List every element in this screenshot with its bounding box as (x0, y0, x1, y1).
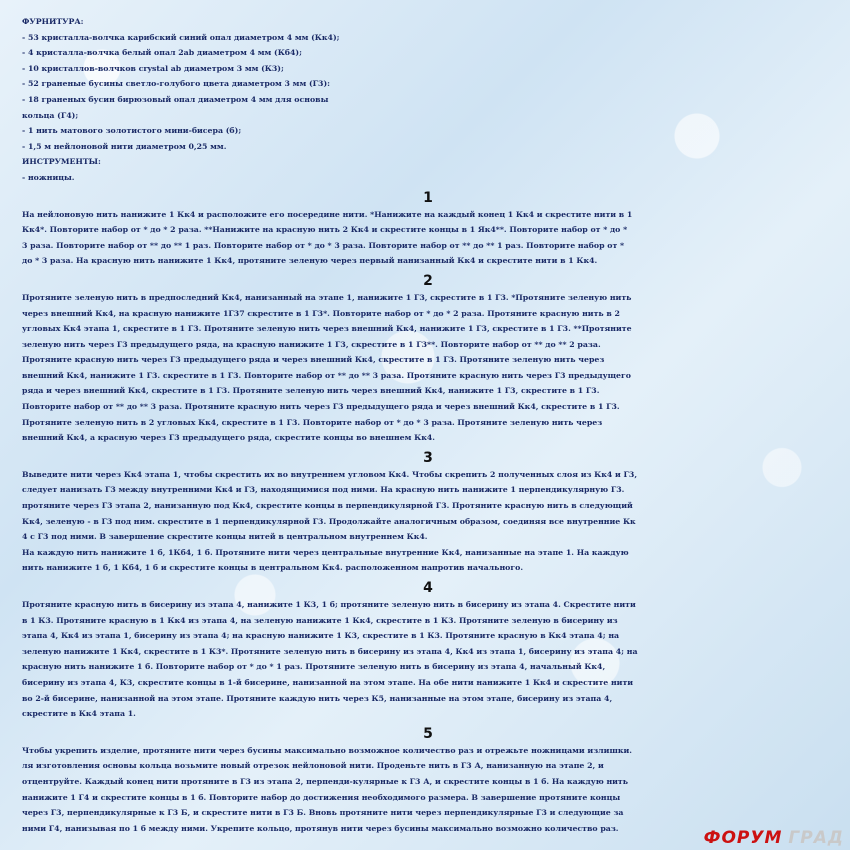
instructions-document (22, 14, 834, 836)
step-number: 4 (423, 580, 433, 596)
step-text-line: угловых Кк4 этапа 1, скрестите в 1 Г3. Протяните зеленую нить через внешний Кк4, нанижите 1 Г3, скрестите в 1 Г3. **Протяните (22, 324, 632, 334)
step-1 (22, 189, 834, 269)
tools-heading: ИНСТРУМЕНТЫ: (22, 157, 101, 167)
step-text-line: внешний Кк4, нанижите 1 Г3. скрестите в 1 Г3. Повторите набор от ** до ** 3 раза. Протяните красную нить через Г3 предыдущего (22, 370, 631, 380)
step-text-line: 3 раза. Повторите набор от ** до ** 1 раз. Повторите набор от * до * 3 раза. Повторите набор от ** до ** 1 раз. Повторите набор от * (22, 240, 625, 250)
step-text-line: ними Г4, нанизывая по 1 б между ними. Укрепите кольцо, протянув нити через бусины максимально возможно количество раз. (22, 823, 619, 833)
step-text-line: нить нанижите 1 б, 1 Кб4, 1 б и скрестите концы в центральном Кк4. расположенном напротив начального. (22, 563, 524, 573)
step-4 (22, 579, 834, 722)
step-text-line: зеленую нанижите 1 Кк4, скрестите в 1 К3*. Протяните зеленую нить в бисерину из этапа 4, Кк4 из этапа 1, бисерину из этапа 4; на (22, 646, 638, 656)
materials-heading: ФУРНИТУРА: (22, 17, 84, 26)
step-text-line: в 1 К3. Протяните красную в 1 Кк4 из этапа 4, на зеленую нанижите 1 Кк4, скрестите в 1 К3. Протяните зеленую в бисерину из (22, 615, 618, 625)
step-text-line: протяните через Г3 этапа 2, нанизанную под Кк4, скрестите концы в перпендикулярной Г3. Протяните красную нить в следующий (22, 501, 633, 511)
step-text-line: На нейлоновую нить нанижите 1 Кк4 и расположите его посередине нити. *Нанижите на каждый конец 1 Кк4 и скрестите нити в 1 (22, 209, 633, 219)
step-number: 5 (423, 725, 433, 742)
step-text-line: Повторите набор от ** до ** 3 раза. Протяните красную нить через Г3 предыдущего ряда и через внешний Кк4, скрестите в 1 Г3. (22, 402, 620, 412)
step-3 (22, 449, 834, 576)
materials-item: - 4 кристалла-волчка белый опал 2ab диаметром 4 мм (Кб4); (22, 48, 302, 58)
step-text-line: до * 3 раза. На красную нить нанижите 1 Кк4, протяните зеленую через первый нанизанный Кк4 и скрестите нити в 1 Кк4. (22, 256, 598, 266)
step-text-line: Протяните зеленую нить в 2 угловых Кк4, скрестите в 1 Г3. Повторите набор от * до * 3 раза. Протяните зеленую нить через (22, 417, 603, 427)
step-number: 1 (423, 189, 433, 206)
step-text-line: ряда и через внешний Кк4, скрестите в 1 Г3. Протяните зеленую нить через внешний Кк4, нанижите 1 Г3, скрестите в 1 Г3. (22, 386, 600, 396)
step-text-line: отцентруйте. Каждый конец нити протяните в Г3 из этапа 2, перпенди-кулярные к Г3 А, и скрестите концы в 1 б. На каждую нить (22, 776, 629, 786)
materials-item: - 18 граненых бусин бирюзовый опал диаметром 4 мм для основы (22, 94, 329, 104)
step-text-line: Протяните зеленую нить в предпоследний Кк4, нанизанный на этапе 1, нанижите 1 Г3, скрестите в 1 Г3. *Протяните зеленую нить (22, 292, 632, 302)
step-5 (22, 725, 834, 837)
step-text-line: через внешний Кк4, на красную нанижите 1Г37 скрестите в 1 Г3*. Повторите набор от * до * 2 раза. Протяните красную нить в 2 (22, 308, 620, 318)
step-text-line: скрестите в Кк4 этапа 1. (22, 709, 136, 719)
step-text-line: зеленую нить через Г3 предыдущего ряда, на красную нанижите 1 Г3, скрестите в 1 Г3**. Повторите набор от ** до ** 2 раза. (22, 339, 601, 349)
step-number: 2 (423, 272, 433, 289)
logo-text-grad: ГРАД (788, 828, 844, 848)
step-text-line: 4 с Г3 под ними. В завершение скрестите концы нитей в центральном внутреннем Кк4. (22, 532, 428, 542)
tools-section (22, 154, 834, 185)
forum-grad-logo[interactable] (704, 828, 844, 848)
step-text-line: этапа 4, Кк4 из этапа 1, бисерину из этапа 4; на красную нанижите 1 К3, скрестите в 1 К3. Протяните красную в Кк4 этапа 4; на (22, 631, 620, 641)
step-text-line: бисерину из этапа 4, К3, скрестите концы в 1-й бисерине, нанизанной на этом этапе. На обе нити нанижите 1 Кк4 и скрестите нити (22, 677, 634, 687)
step-text-line: через Г3, перпендикулярные к Г3 Б, и скрестите нити в Г3 Б. Вновь протяните нити через перпендикулярные Г3 и следующие за (22, 808, 624, 818)
materials-item: - 10 кристаллов-волчков crystal ab диаметром 3 мм (К3); (22, 63, 284, 73)
step-text-line: внешний Кк4, а красную через Г3 предыдущего ряда, скрестите концы во внешнем Кк4. (22, 433, 435, 443)
step-text-line: во 2-й бисерине, нанизанной на этом этапе. Протяните каждую нить через К5, нанизанные на этом этапе, бисерину из этапа 4, (22, 693, 613, 703)
step-2 (22, 272, 834, 446)
step-text-line: Кк4, зеленую - в Г3 под ним. скрестите в 1 перпендикулярной Г3. Продолжайте аналогичным образом, соединяя все внутренние Кк (22, 516, 636, 526)
materials-item: - 1,5 м нейлоновой нити диаметром 0,25 мм. (22, 141, 227, 151)
materials-item: кольца (Г4); (22, 110, 79, 120)
step-text-line: Протяните красную нить через Г3 предыдущего ряда и через внешний Кк4, скрестите в 1 Г3. Протяните зеленую нить через (22, 355, 605, 365)
step-text-line: На каждую нить нанижите 1 б, 1Кб4, 1 б. Протяните нити через центральные внутренние Кк4, нанизанные на этапе 1. На каждую (22, 547, 629, 557)
step-text-line: Кк4*. Повторите набор от * до * 2 раза. **Нанижите на красную нить 2 Кк4 и скрестите концы в 1 Як4**. Повторите набор от * до * (22, 225, 628, 235)
step-number: 3 (423, 449, 433, 466)
tools-item: - ножницы. (22, 172, 75, 182)
step-text-line: красную нить нанижите 1 б. Повторите набор от * до * 1 раз. Протяните зеленую нить в бисерину из этапа 4, начальный Кк4, (22, 662, 606, 672)
materials-item: - 53 кристалла-волчка карибский синий опал диаметром 4 мм (Кк4); (22, 32, 340, 42)
materials-section (22, 14, 834, 154)
step-text-line: Выведите нити через Кк4 этапа 1, чтобы скрестить их во внутреннем угловом Кк4. Чтобы скрепить 2 полученных слоя из Кк4 и Г3, (22, 469, 638, 479)
step-text-line: Чтобы укрепить изделие, протяните нити через бусины максимально возможное количество раз и отрежьте ножницами излишки. (22, 745, 632, 755)
step-text-line: следует нанизать Г3 между внутренними Кк4 и Г3, находящимися под ними. На красную нить нанижите 1 перпендикулярную Г3. (22, 485, 625, 495)
step-text-line: ля изготовления основы кольца возьмите новый отрезок нейлоновой нити. Проденьте нить в Г3 А, нанизанную на этапе 2, и (22, 761, 604, 771)
materials-item: - 52 граненые бусины светло-голубого цвета диаметром 3 мм (Г3): (22, 79, 331, 89)
logo-text-forum: ФОРУМ (703, 828, 783, 848)
step-text-line: нанижите 1 Г4 и скрестите концы в 1 б. Повторите набор до достижения необходимого размера. В завершение протяните концы (22, 792, 621, 802)
materials-item: - 1 нить матового золотистого мини-бисера (б); (22, 126, 242, 136)
step-text-line: Протяните красную нить в бисерину из этапа 4, нанижите 1 К3, 1 б; протяните зеленую нить в бисерину из этапа 4. Скрестите нити (22, 600, 636, 609)
